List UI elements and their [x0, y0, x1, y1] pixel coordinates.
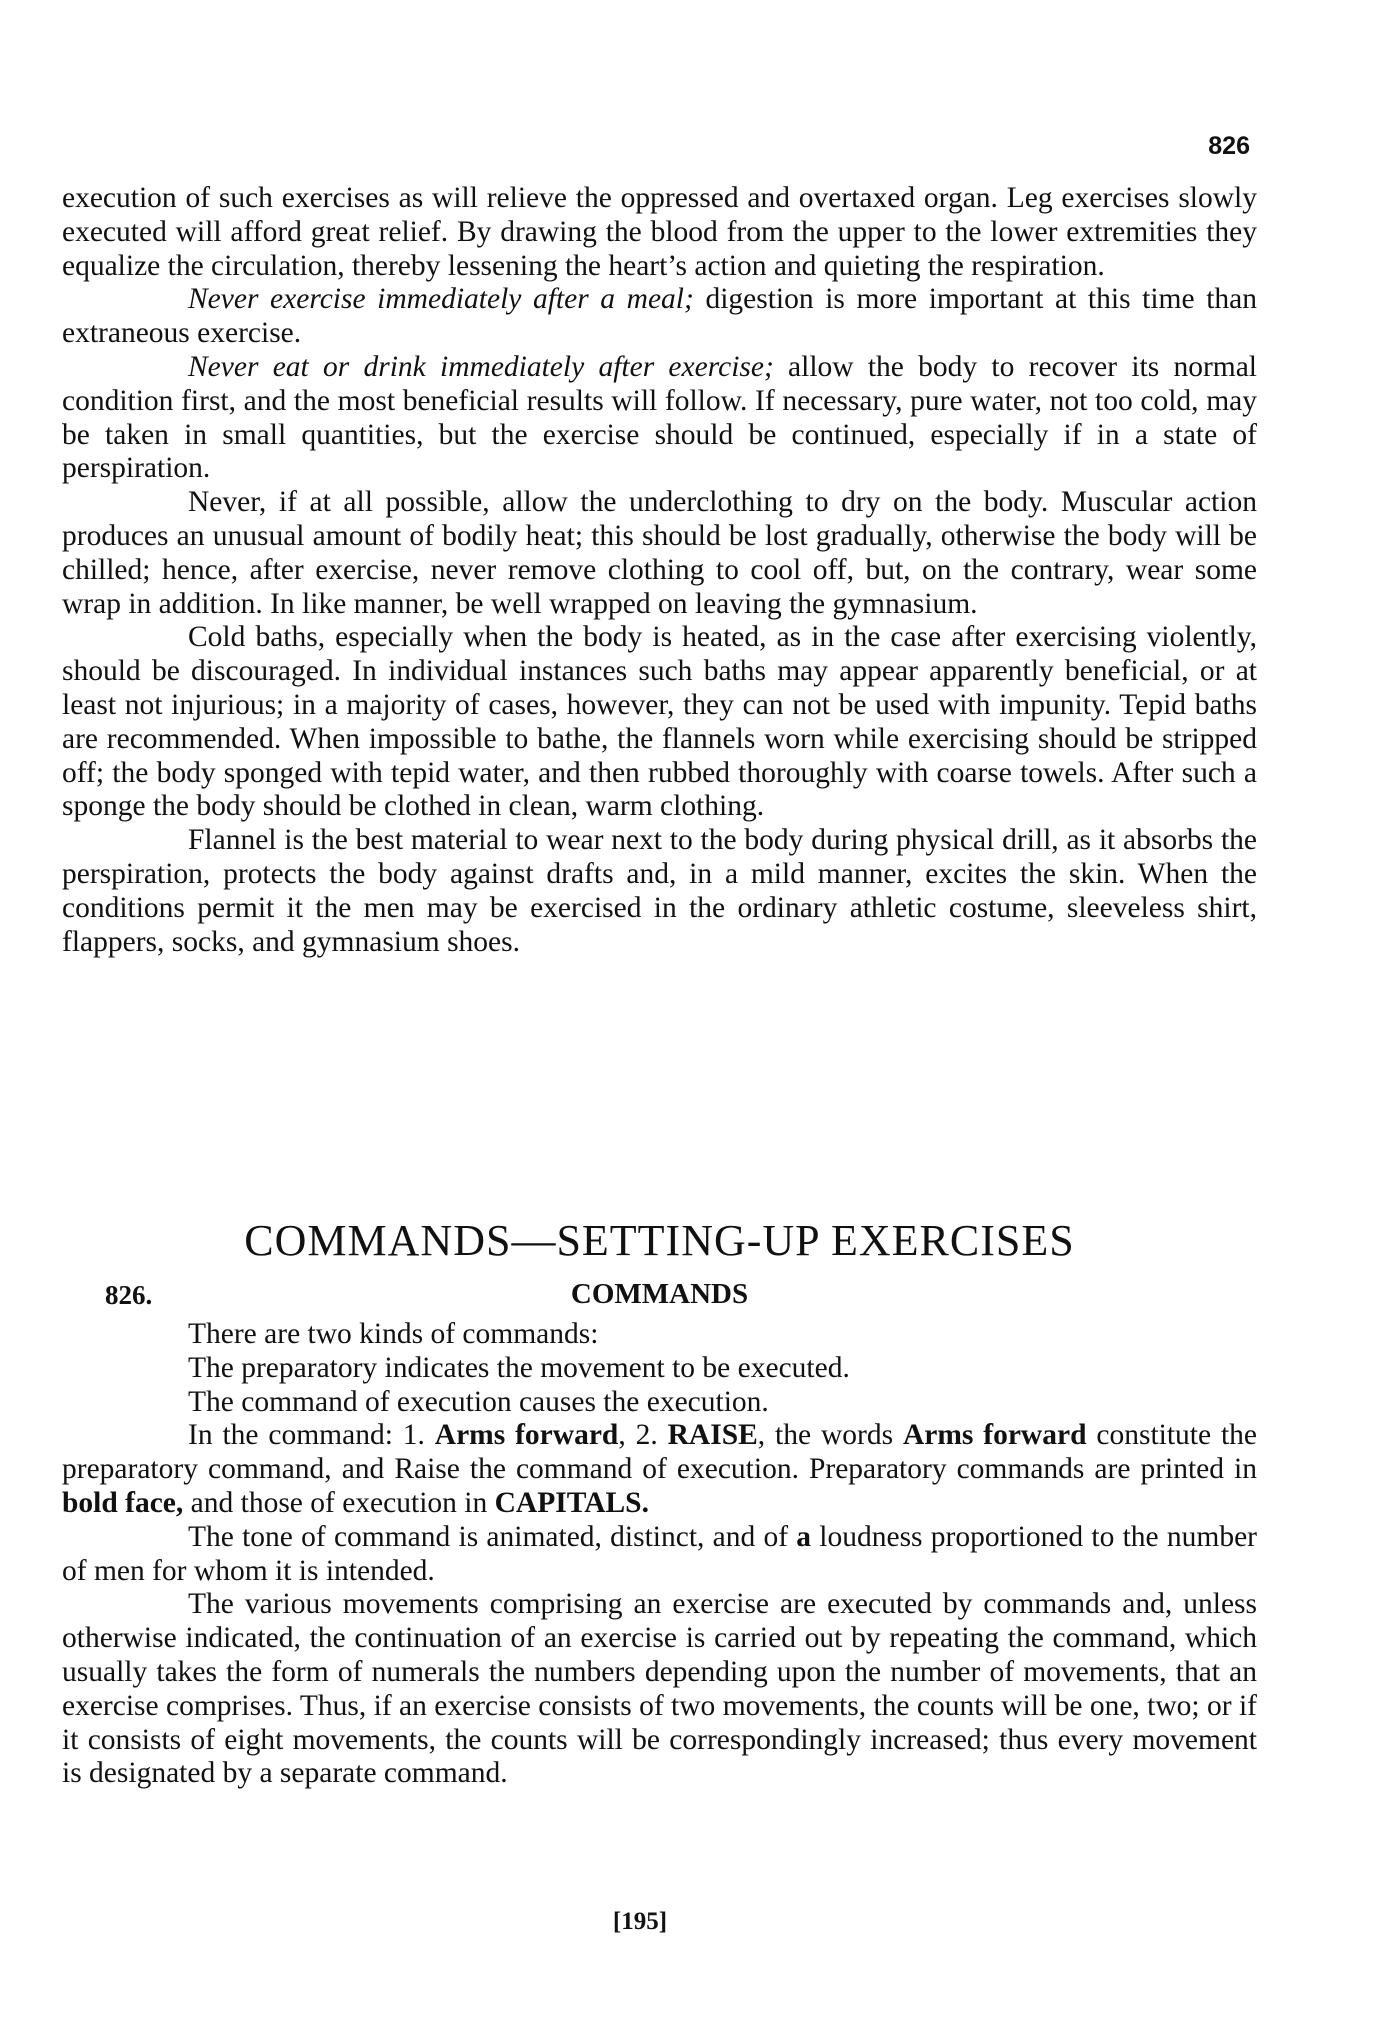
footer-page-ref: [195] [612, 1908, 668, 1935]
paragraph-eat-drink [62, 351, 1257, 486]
command-preparatory: The preparatory indicates the movement to be executed. [188, 1351, 850, 1384]
paragraph-number: 826. [105, 1280, 153, 1310]
example-text-f: and those of execution in [183, 1486, 495, 1519]
example-bold-face: bold face, [62, 1486, 184, 1519]
example-text-c: , 2. [618, 1419, 668, 1452]
tone-text-a: The tone of command is animated, distinct, and of [188, 1520, 797, 1553]
example-text-d: , the words [757, 1419, 903, 1452]
command-example [62, 1419, 1257, 1520]
command-execution: The command of execution causes the execution. [188, 1385, 769, 1418]
eat-rest: allow the body to recover its normal condition first, and the most beneficial results will follow. If necessary, pure water, not too cold, may be taken in small quantities, but the exercise should be continued, especially if in a state of perspiration. [62, 350, 1258, 485]
meal-rest: digestion is more important at this time than extraneous exercise. [62, 283, 1257, 350]
section-subheading: COMMANDS [570, 1278, 749, 1310]
meal-italic: Never exercise immediately after a meal; [188, 283, 694, 316]
example-text-a: In the command: 1. [188, 1419, 435, 1452]
paragraph-underclothing: Never, if at all possible, allow the underclothing to dry on the body. Muscular action produces an unusual amount of bodily heat; this should be lost gradually, otherwise the body will be chilled; hence, after exercise, never remove clothing to cool off, but, on the contrary, wear some wrap in addition. In like manner, be well wrapped on leaving the gymnasium. [62, 486, 1257, 620]
example-bold-raise: RAISE [667, 1419, 758, 1452]
paragraph-execution: execution of such exercises as will relieve the oppressed and overtaxed organ. Leg exercises slowly executed will afford great relief. By drawing the blood from the upper to the lower extremities they equalize the circulation, thereby lessening the heart’s action and quieting the respiration. [62, 182, 1257, 282]
paragraph-cold-baths: Cold baths, especially when the body is heated, as in the case after exercising violently, should be discouraged. In individual instances such baths may appear apparently beneficial, or at least not injurious; in a majority of cases, however, they can not be used with impunity. Tepid baths are recommended. When impossible to bathe, the flannels worn while exercising should be stripped off; the body sponged with tepid water, and then rubbed thoroughly with coarse towels. After such a sponge the body should be clothed in clean, warm clothing. [62, 621, 1257, 823]
section-heading: COMMANDS—SETTING-UP EXERCISES [244, 1216, 1075, 1265]
tone-text-c: loudness proportioned to the number of men for whom it is intended. [62, 1520, 1257, 1587]
commands-text [62, 1318, 1257, 1791]
paragraph-flannel: Flannel is the best material to wear next to the body during physical drill, as it absorbs the perspiration, protects the body against drafts and, in a mild manner, excites the skin. When the conditions permit it the men may be exercised in the ordinary athletic costume, sleeveless shirt, flappers, socks, and gymnasium shoes. [62, 824, 1257, 958]
example-bold-arms-2: Arms forward [902, 1419, 1087, 1452]
command-tone [62, 1521, 1257, 1589]
paragraph-meal [62, 283, 1257, 351]
command-kinds: There are two kinds of commands: [188, 1318, 599, 1350]
page-number: 826 [1208, 132, 1250, 160]
example-bold-capitals: CAPITALS. [494, 1486, 649, 1519]
eat-italic: Never eat or drink immediately after exercise; [188, 350, 774, 383]
command-movements: The various movements comprising an exercise are executed by commands and, unless otherwise indicated, the continuation of an exercise is carried out by repeating the command, which usually takes the form of numerals the numbers depending upon the number of movements, that an exercise comprises. Thus, if an exercise consists of two movements, the counts will be one, two; or if it consists of eight movements, the counts will be correspondingly increased; thus every movement is designated by a separate command. [62, 1588, 1257, 1790]
example-bold-arms: Arms forward [434, 1419, 619, 1452]
tone-bold-a: a [796, 1520, 812, 1553]
example-text-e: constitute the preparatory command, and Raise the command of execution. Preparatory commands are printed in [62, 1419, 1257, 1486]
body-text [62, 182, 1257, 959]
